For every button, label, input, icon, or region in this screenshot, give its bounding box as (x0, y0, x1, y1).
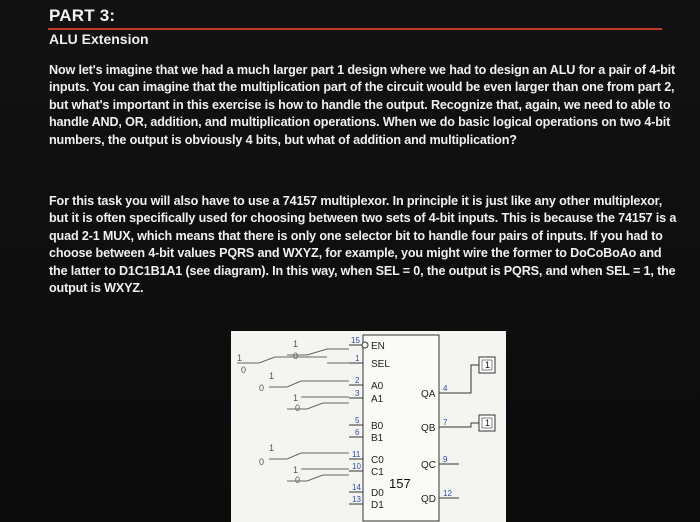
svg-text:A0: A0 (371, 381, 384, 392)
svg-text:0: 0 (295, 403, 301, 413)
input-switches (237, 349, 349, 481)
svg-text:QC: QC (421, 460, 436, 471)
section-title: ALU Extension (49, 31, 149, 47)
svg-text:QA: QA (421, 389, 436, 400)
svg-text:14: 14 (352, 483, 361, 492)
circuit-schematic (231, 331, 506, 522)
paragraph-2: For this task you will also have to use a 74157 multiplexor. In principle it is just like any other multiplexor, but it is often specifically used for choosing between two sets of 4-bit inputs. This is because the 74157 is a quad 2-1 MUX, which means that there is only one selector bit to handle four pairs of inputs. If you had to choose between 4-bit values PQRS and WXYZ, for example, you might wire the former to DoCoBoAo and the latter to D1C1B1A1 (see diagram). In this way, when SEL = 0, the output is PQRS, and when SEL = 1, the output is WXYZ. (49, 194, 677, 296)
mux-74157-diagram (231, 331, 506, 522)
svg-text:3: 3 (355, 389, 360, 398)
svg-text:0: 0 (295, 475, 301, 485)
svg-text:0: 0 (259, 457, 265, 467)
svg-text:QD: QD (421, 494, 436, 505)
svg-text:1: 1 (355, 354, 360, 363)
svg-text:0: 0 (293, 351, 299, 361)
input-pin-numbers (351, 336, 361, 504)
svg-text:1: 1 (293, 393, 299, 403)
svg-text:1: 1 (293, 339, 299, 349)
svg-text:EN: EN (371, 341, 385, 352)
output-pin-lines (439, 393, 459, 498)
probe-wires (459, 365, 479, 427)
chip-name: 157 (389, 476, 411, 491)
svg-text:C0: C0 (371, 455, 384, 466)
svg-text:D0: D0 (371, 488, 384, 499)
svg-text:10: 10 (352, 462, 361, 471)
switch-labels (237, 339, 300, 485)
svg-text:1: 1 (485, 360, 491, 370)
svg-text:C1: C1 (371, 467, 384, 478)
output-probe-1 (479, 357, 495, 373)
output-pin-numbers (443, 384, 452, 498)
output-probe-2 (479, 415, 495, 431)
svg-text:1: 1 (269, 371, 275, 381)
svg-text:1: 1 (293, 465, 299, 475)
paragraph-1: Now let's imagine that we had a much larger part 1 design where we had to design an ALU for a pair of 4-bit inputs. You can imagine that the multiplication part of the circuit would be even larger than one from part 2, but what's important in this exercise is how to handle the output. Recognize that, again, we need to able to handle AND, OR, addition, and multiplication operations. When we do basic logical operations on two 4-bit numbers, the output is obviously 4 bits, but what of addition and multiplication? (49, 63, 676, 147)
svg-text:SEL: SEL (371, 359, 390, 370)
svg-text:5: 5 (355, 416, 360, 425)
svg-text:QB: QB (421, 423, 436, 434)
svg-text:15: 15 (351, 336, 360, 345)
svg-text:7: 7 (443, 418, 448, 427)
svg-text:0: 0 (241, 365, 247, 375)
svg-text:D1: D1 (371, 500, 384, 511)
title-divider (48, 28, 662, 30)
svg-text:4: 4 (443, 384, 448, 393)
svg-text:12: 12 (443, 489, 452, 498)
svg-text:1: 1 (269, 443, 275, 453)
svg-text:6: 6 (355, 428, 360, 437)
svg-text:1: 1 (485, 418, 491, 428)
svg-text:9: 9 (443, 455, 448, 464)
svg-text:B0: B0 (371, 421, 384, 432)
svg-text:A1: A1 (371, 394, 384, 405)
svg-text:2: 2 (355, 376, 360, 385)
svg-text:B1: B1 (371, 433, 384, 444)
part-title: PART 3: (49, 6, 116, 25)
svg-text:0: 0 (259, 383, 265, 393)
enable-bubble (362, 342, 368, 348)
svg-text:13: 13 (352, 495, 361, 504)
svg-text:11: 11 (352, 450, 361, 459)
svg-text:1: 1 (237, 353, 243, 363)
